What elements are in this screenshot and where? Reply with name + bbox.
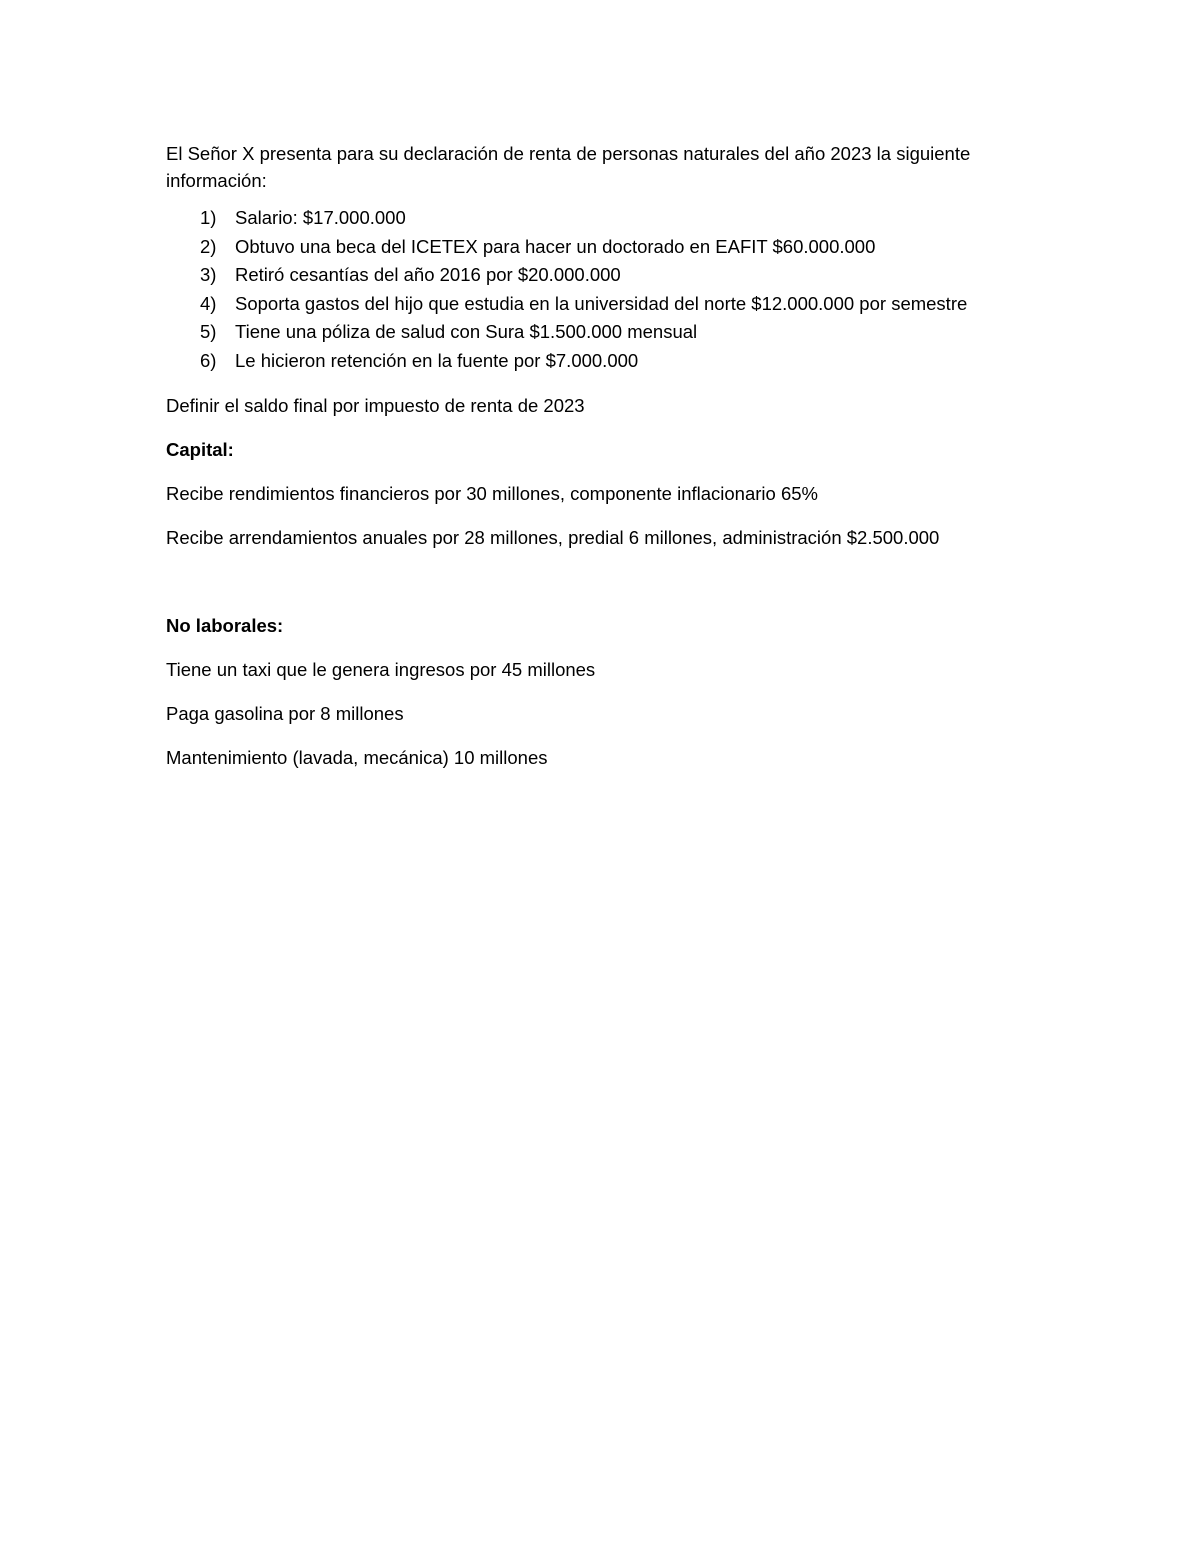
blank-line xyxy=(166,568,1046,612)
list-item xyxy=(166,204,1046,233)
intro-paragraph: El Señor X presenta para su declaración de renta de personas naturales del año 2023 la siguiente información: xyxy=(166,143,971,191)
list-number: 6) xyxy=(200,349,217,371)
list-number: 4) xyxy=(200,292,217,314)
no-laborales-line: Tiene un taxi que le genera ingresos por 45 millones xyxy=(166,659,596,680)
list-item-text: Le hicieron retención en la fuente por $7.000.000 xyxy=(235,349,639,371)
list-item xyxy=(166,347,1046,376)
task-paragraph: Definir el saldo final por impuesto de renta de 2023 xyxy=(166,395,585,416)
list-item xyxy=(166,290,1046,319)
no-laborales-line: Mantenimiento (lavada, mecánica) 10 millones xyxy=(166,747,548,768)
list-item xyxy=(166,233,1046,262)
list-item-text: Salario: $17.000.000 xyxy=(235,207,406,228)
no-laborales-heading: No laborales: xyxy=(166,615,284,636)
list-item xyxy=(166,318,1046,347)
list-item-text: Soporta gastos del hijo que estudia en la universidad del norte $12.000.000 por semestre xyxy=(235,292,968,314)
list-number: 2) xyxy=(200,235,217,257)
document-body xyxy=(166,140,1046,788)
list-item-text: Tiene una póliza de salud con Sura $1.500.000 mensual xyxy=(235,321,698,342)
capital-heading: Capital: xyxy=(166,439,234,460)
list-number: 5) xyxy=(200,321,217,342)
no-laborales-line: Paga gasolina por 8 millones xyxy=(166,703,404,724)
list-number: 1) xyxy=(200,207,217,228)
list-number: 3) xyxy=(200,264,217,285)
capital-line: Recibe rendimientos financieros por 30 millones, componente inflacionario 65% xyxy=(166,483,818,504)
numbered-list xyxy=(166,204,1046,375)
list-item xyxy=(166,261,1046,290)
list-item-text: Obtuvo una beca del ICETEX para hacer un doctorado en EAFIT $60.000.000 xyxy=(235,235,876,257)
list-item-text: Retiró cesantías del año 2016 por $20.000.000 xyxy=(235,264,621,285)
capital-line: Recibe arrendamientos anuales por 28 millones, predial 6 millones, administración $2.500.000 xyxy=(166,527,940,548)
